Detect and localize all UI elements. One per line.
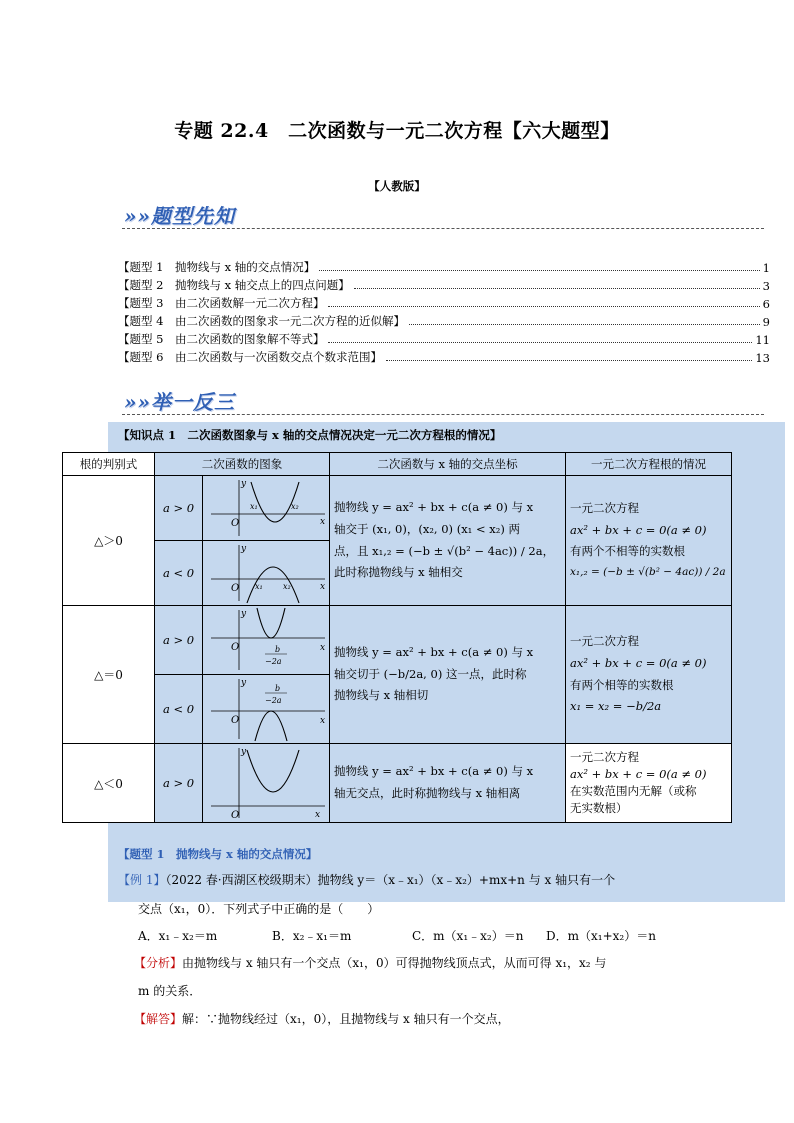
solution-label: 【解答】 — [134, 1012, 183, 1026]
toc-label: 【题型 2 抛物线与 x 轴交点上的四点问题】 — [118, 278, 350, 292]
toc-item[interactable] — [118, 258, 770, 275]
example-text: （2022 春·西湖区校级期末）抛物线 y＝（x﹣x₁）（x﹣x₂）+mx+n 与 x 轴只有一个 — [165, 873, 616, 887]
toc-page: 6 — [762, 297, 770, 311]
vertex-denominator: −2a — [265, 657, 282, 666]
header-discriminant: 根的判别式 — [63, 453, 155, 476]
example-line — [118, 873, 615, 889]
origin-label: O — [231, 583, 240, 594]
vertex-numerator: b — [275, 684, 281, 693]
solution-text: 解：∵抛物线经过（x₁，0），且抛物线与 x 轴只有一个交点， — [182, 1012, 510, 1026]
graph-two-roots-up — [203, 476, 330, 541]
origin-label: O — [231, 642, 240, 653]
intersection-desc-one: 抛物线 y = ax² + bx + c(a ≠ 0) 与 x 轴交切于 (−b/2a, 0) 这一点，此时称 抛物线与 x 轴相切 — [330, 606, 566, 744]
axis-y-label: y — [241, 609, 247, 619]
toc-page: 1 — [762, 261, 770, 275]
origin-label: O — [231, 715, 240, 726]
toc-item[interactable] — [118, 312, 770, 329]
solution-line — [134, 1012, 510, 1028]
banner-practice: »»举一反三 — [124, 390, 235, 414]
graph-no-roots — [203, 744, 330, 823]
example-line-2: 交点（x₁，0）．下列式子中正确的是（ ） — [138, 902, 380, 916]
toc-page: 11 — [755, 333, 770, 347]
knowledge-table — [62, 452, 732, 823]
analysis-line-2: m 的关系． — [138, 984, 202, 998]
question-type-title: 【题型 1 抛物线与 x 轴的交点情况】 — [118, 847, 318, 861]
graph-one-root-down — [203, 675, 330, 744]
toc-label: 【题型 3 由二次函数解一元二次方程】 — [118, 296, 325, 310]
toc-label: 【题型 1 抛物线与 x 轴的交点情况】 — [118, 260, 316, 274]
axis-x-label: x — [315, 810, 321, 820]
page-title: 专题 22.4 二次函数与一元二次方程【六大题型】 — [174, 120, 620, 142]
condition-a-positive: a > 0 — [155, 476, 203, 541]
header-roots: 一元二次方程根的情况 — [566, 453, 732, 476]
example-label: 【例 1】 — [118, 873, 166, 887]
toc-item[interactable] — [118, 276, 770, 293]
header-graph: 二次函数的图象 — [155, 453, 330, 476]
analysis-line — [134, 956, 606, 972]
axis-x-label: x — [320, 643, 326, 653]
option-c[interactable]: C．m（x₁﹣x₂）＝n — [412, 929, 524, 943]
origin-label: O — [231, 810, 240, 821]
delta-negative: △＜0 — [63, 744, 155, 823]
axis-x-label: x — [320, 517, 326, 527]
roots-desc-one: 一元二次方程 ax² + bx + c = 0(a ≠ 0) 有两个相等的实数根 x₁ = x₂ = −b/2a — [566, 606, 732, 744]
header-intersection: 二次函数与 x 轴的交点坐标 — [330, 453, 566, 476]
root-label: x₁ — [255, 582, 263, 591]
option-d[interactable]: D．m（x₁+x₂）＝n — [546, 929, 656, 943]
axis-x-label: x — [320, 716, 326, 726]
divider — [122, 414, 764, 415]
condition-a-negative: a < 0 — [155, 675, 203, 744]
toc-label: 【题型 6 由二次函数与一次函数交点个数求范围】 — [118, 350, 382, 364]
root-label: x₁ — [250, 502, 258, 511]
root-label: x₂ — [291, 502, 299, 511]
intersection-desc-two: 抛物线 y = ax² + bx + c(a ≠ 0) 与 x 轴交于 (x₁, 0)，(x₂, 0) (x₁ < x₂) 两 点，且 x₁,₂ = (−b ± √(b² − 4ac)) / 2a， 此时称抛物线与 x 轴相交 — [330, 476, 566, 606]
divider — [122, 228, 764, 229]
toc-label: 【题型 4 由二次函数的图象求一元二次方程的近似解】 — [118, 314, 405, 328]
graph-one-root-up — [203, 606, 330, 675]
option-b[interactable]: B．x₂﹣x₁＝m — [272, 929, 352, 943]
axis-y-label: y — [241, 678, 247, 688]
toc-item[interactable] — [118, 348, 770, 365]
toc-label: 【题型 5 由二次函数的图象解不等式】 — [118, 332, 325, 346]
root-label: x₂ — [283, 582, 291, 591]
delta-zero: △＝0 — [63, 606, 155, 744]
axis-y-label: y — [241, 479, 247, 489]
toc-page: 9 — [762, 315, 770, 329]
delta-positive: △＞0 — [63, 476, 155, 606]
origin-label: O — [231, 518, 240, 529]
roots-desc-two: 一元二次方程 ax² + bx + c = 0(a ≠ 0) 有两个不相等的实数根 x₁,₂ = (−b ± √(b² − 4ac)) / 2a — [566, 476, 732, 606]
condition-a-positive: a > 0 — [155, 744, 203, 823]
vertex-numerator: b — [275, 645, 281, 654]
option-a[interactable]: A．x₁﹣x₂＝m — [138, 929, 218, 943]
toc-item[interactable] — [118, 294, 770, 311]
knowledge-title: 【知识点 1 二次函数图象与 x 轴的交点情况决定一元二次方程根的情况】 — [118, 428, 502, 442]
intersection-desc-none: 抛物线 y = ax² + bx + c(a ≠ 0) 与 x 轴无交点，此时称抛物线与 x 轴相离 — [330, 744, 566, 823]
analysis-text: 由抛物线与 x 轴只有一个交点（x₁，0）可得抛物线顶点式，从而可得 x₁，x₂ 与 — [182, 956, 607, 970]
roots-desc-none: 一元二次方程 ax² + bx + c = 0(a ≠ 0) 在实数范围内无解（或称 无实数根） — [566, 744, 732, 823]
axis-x-label: x — [320, 582, 326, 592]
axis-y-label: y — [241, 544, 247, 554]
vertex-denominator: −2a — [265, 696, 282, 705]
analysis-label: 【分析】 — [134, 956, 183, 970]
toc-item[interactable] — [118, 330, 770, 347]
edition-label: 【人教版】 — [368, 179, 426, 193]
toc-page: 3 — [762, 279, 770, 293]
condition-a-positive: a > 0 — [155, 606, 203, 675]
toc-page: 13 — [755, 351, 770, 365]
banner-overview: »»题型先知 — [124, 204, 235, 228]
axis-y-label: y — [241, 747, 247, 757]
condition-a-negative: a < 0 — [155, 541, 203, 606]
graph-two-roots-down — [203, 541, 330, 606]
